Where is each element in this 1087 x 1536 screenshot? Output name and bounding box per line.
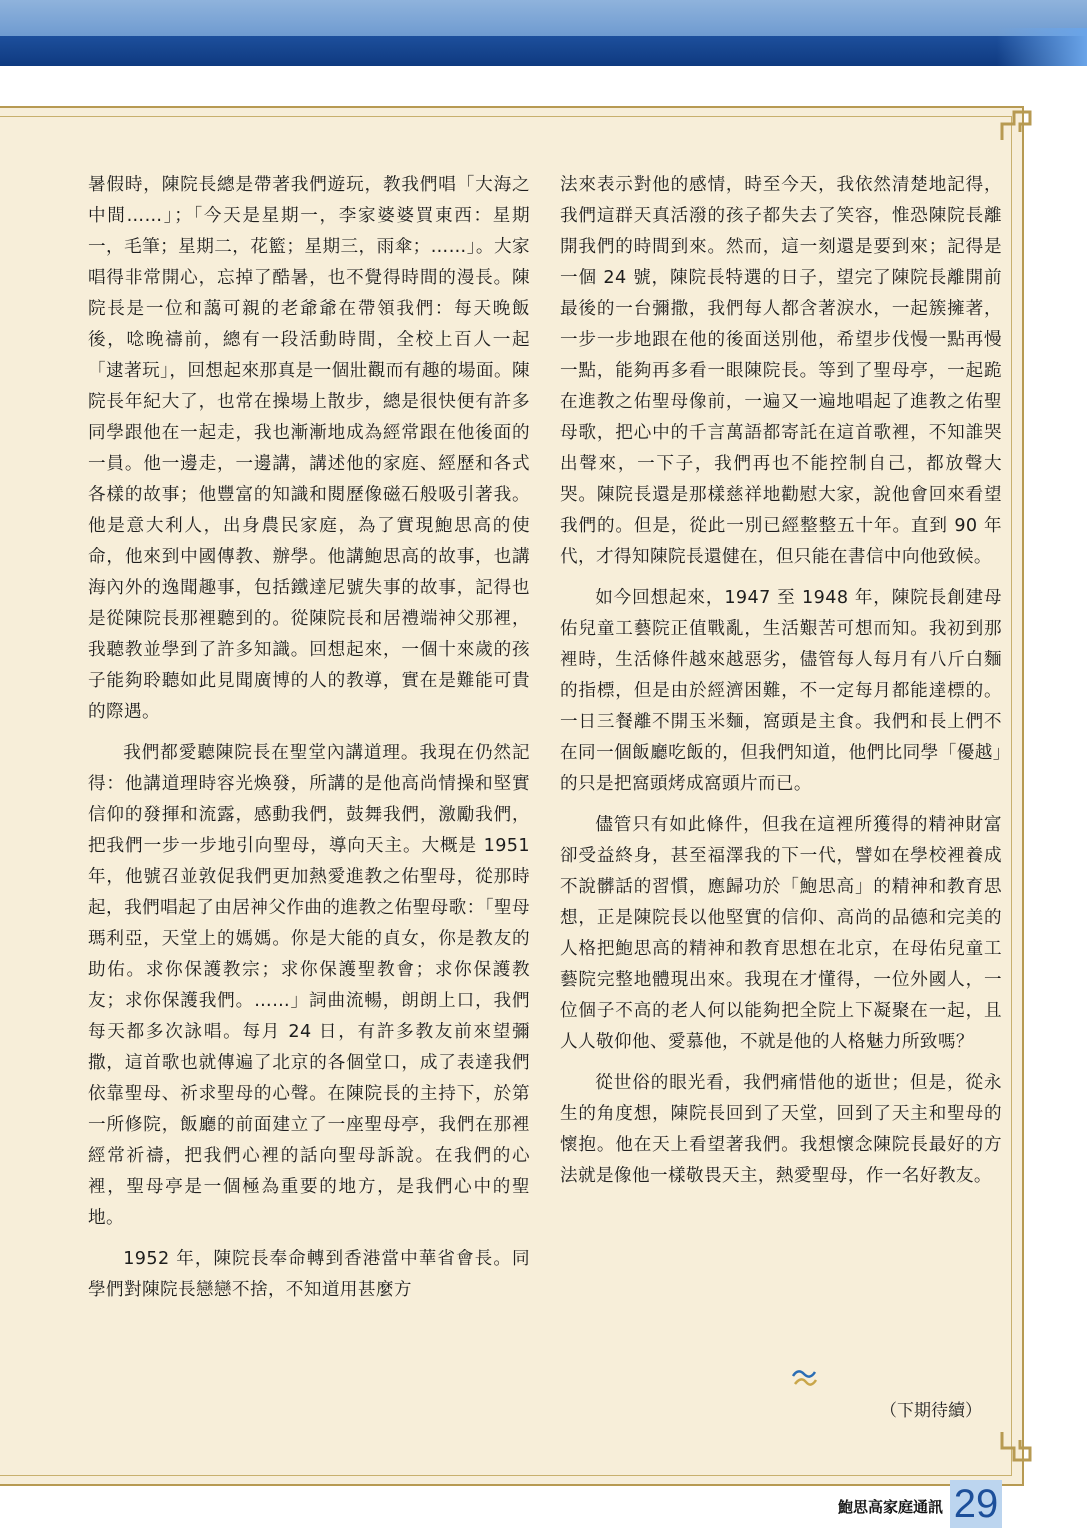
header-band-dark (0, 36, 1087, 66)
header-band-light (0, 0, 1087, 36)
end-mark-icon (790, 1366, 818, 1390)
paragraph-left-2: 我們都愛聽陳院長在聖堂內講道理。我現在仍然記得：他講道理時容光煥發，所講的是他高尚情操和堅實信仰的發揮和流露，感動我們，鼓舞我們，激勵我們，把我們一步一步地引向聖母，導向天主。大概是 1951 年，他號召並敦促我們更加熱愛進教之佑聖母，從那時起，我們唱起了由居神父作曲的進教之佑聖母歌：「聖母瑪利亞，天堂上的媽媽。你是大能的貞女，你是教友的助佑。求你保護教宗；求你保護聖教會；求你保護教友；求你保護我們。……」詞曲流暢，朗朗上口，我們每天都多次詠唱。每月 24 日，有許多教友前來望彌撒，這首歌也就傳遍了北京的各個堂口，成了表達我們依靠聖母、祈求聖母的心聲。在陳院長的主持下，於第一所修院，飯廳的前面建立了一座聖母亭，我們在那裡經常祈禱，把我們心裡的話向聖母訴說。在我們的心裡，聖母亭是一個極為重要的地方，是我們心中的聖地。 (88, 743, 530, 1228)
paragraph-right-2: 如今回想起來，1947 至 1948 年，陳院長創建母佑兒童工藝院正值戰亂，生活艱苦可想而知。我初到那裡時，生活條件越來越惡劣，儘管每人每月有八斤白麵的指標，但是由於經濟困難，不一定每月都能達標的。一日三餐離不開玉米麵，窩頭是主食。我們和長上們不在同一個飯廳吃飯的，但我們知道，他們比同學「優越」的只是把窩頭烤成窩頭片而已。 (560, 588, 1002, 794)
publication-name: 鮑思高家庭通訊 (838, 1498, 944, 1516)
ornament-top-corner (1000, 108, 1034, 142)
to-be-continued: （下期待續） (880, 1401, 982, 1421)
article-left-column (88, 170, 530, 1316)
paragraph-right-1: 法來表示對他的感情，時至今天，我依然清楚地記得，我們這群天真活潑的孩子都失去了笑容，惟恐陳院長離開我們的時間到來。然而，這一刻還是要到來；記得是一個 24 號，陳院長特選的日子，望完了陳院長離開前最後的一台彌撒，我們每人都含著淚水，一起簇擁著，一步一步地跟在他的後面送別他，希望步伐慢一點再慢一點，能夠再多看一眼陳院長。等到了聖母亭，一起跪在進教之佑聖母像前，一遍又一遍地唱起了進教之佑聖母歌，把心中的千言萬語都寄託在這首歌裡，不知誰哭出聲來，一下子，我們再也不能控制自己，都放聲大哭。陳院長還是那樣慈祥地勸慰大家，說他會回來看望我們的。但是，從此一別已經整整五十年。直到 90 年代，才得知陳院長還健在，但只能在書信中向他致候。 (560, 175, 1002, 567)
page-number: 29 (950, 1480, 1002, 1528)
paragraph-left-1: 暑假時，陳院長總是帶著我們遊玩，教我們唱「大海之中間……」；「今天是星期一，李家婆婆買東西：星期一，毛筆；星期二，花籃；星期三，雨傘；……」。大家唱得非常開心，忘掉了酷暑，也不覺得時間的漫長。陳院長是一位和藹可親的老爺爺在帶領我們：每天晚飯後，唸晚禱前，總有一段活動時間，全校上百人一起「逮著玩」，回想起來那真是一個壯觀而有趣的場面。陳院長年紀大了，也常在操場上散步，總是很快便有許多同學跟他在一起走，我也漸漸地成為經常跟在他後面的一員。他一邊走，一邊講，講述他的家庭、經歷和各式各樣的故事；他豐富的知識和閱歷像磁石般吸引著我。他是意大利人，出身農民家庭，為了實現鮑思高的使命，他來到中國傳教、辦學。他講鮑思高的故事，也講海內外的逸聞趣事，包括鐵達尼號失事的故事，記得也是從陳院長那裡聽到的。從陳院長和居禮端神父那裡，我聽教並學到了許多知識。回想起來，一個十來歲的孩子能夠聆聽如此見聞廣博的人的教導，實在是難能可貴的際遇。 (88, 175, 530, 722)
paragraph-right-4: 從世俗的眼光看，我們痛惜他的逝世；但是，從永生的角度想，陳院長回到了天堂，回到了天主和聖母的懷抱。他在天上看望著我們。我想懷念陳院長最好的方法就是像他一樣敬畏天主，熱愛聖母，作一名好教友。 (560, 1073, 1002, 1186)
paragraph-left-3: 1952 年，陳院長奉命轉到香港當中華省會長。同學們對陳院長戀戀不捨，不知道用甚麼方 (88, 1249, 530, 1300)
ornament-bottom-corner (1000, 1430, 1034, 1464)
paragraph-right-3: 儘管只有如此條件，但我在這裡所獲得的精神財富卻受益終身，甚至福澤我的下一代，譬如在學校裡養成不說髒話的習慣，應歸功於「鮑思高」的精神和教育思想，正是陳院長以他堅實的信仰、高尚的品德和完美的人格把鮑思高的精神和教育思想在北京，在母佑兒童工藝院完整地體現出來。我現在才懂得，一位外國人，一位個子不高的老人何以能夠把全院上下凝聚在一起，且人人敬仰他、愛慕他，不就是他的人格魅力所致嗎？ (560, 815, 1002, 1052)
article-right-column (560, 170, 1002, 1202)
